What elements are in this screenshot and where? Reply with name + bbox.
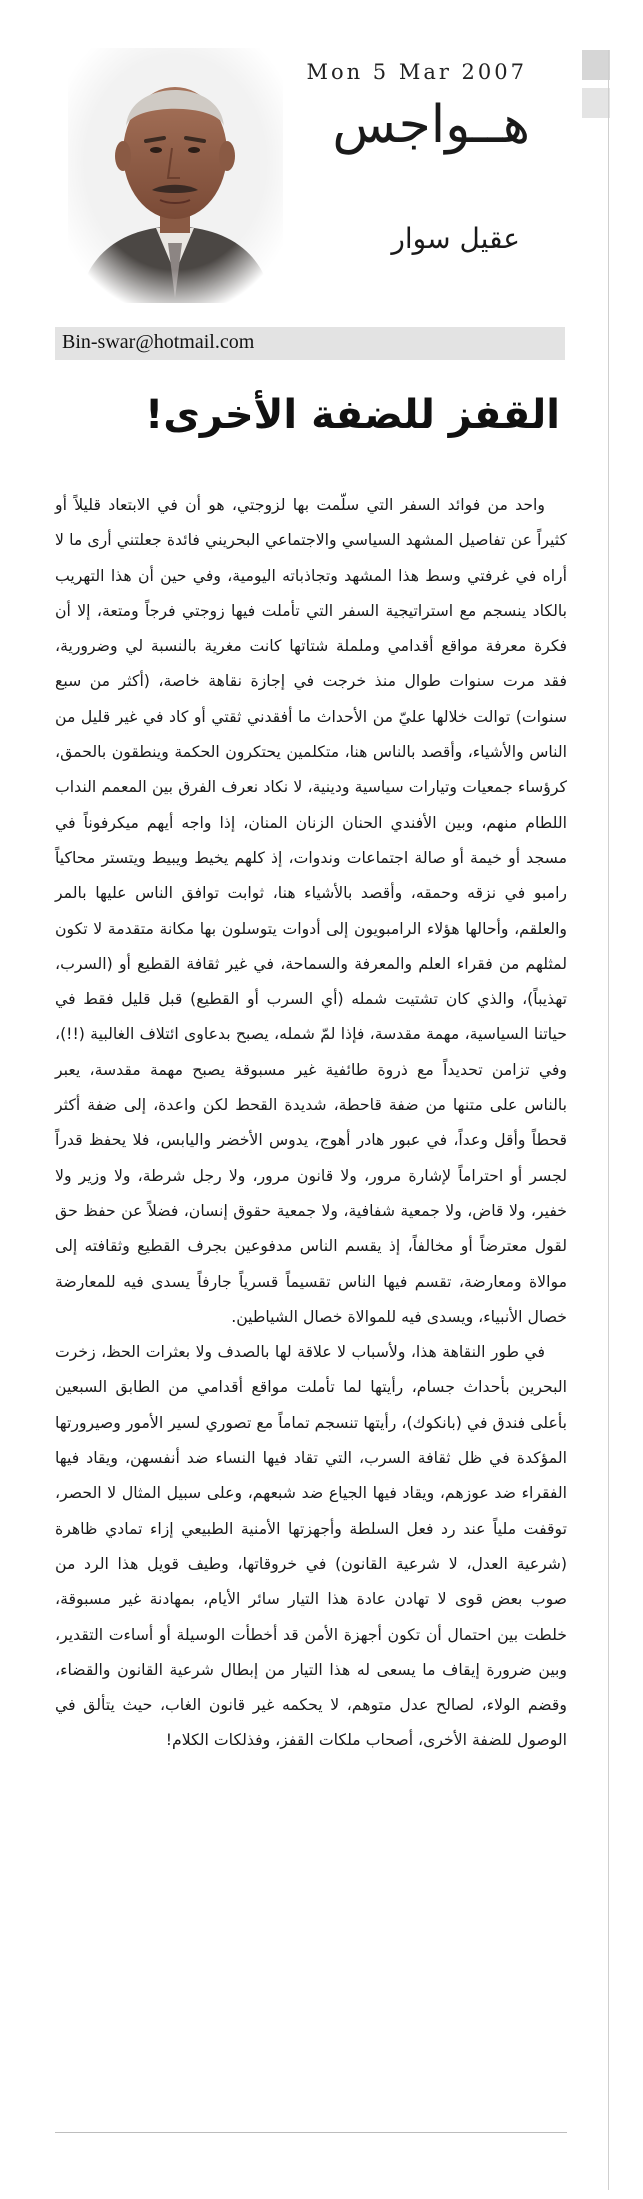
article-body: [55, 487, 567, 1758]
bottom-divider: [55, 2132, 567, 2133]
article-headline: القفز للضفة الأخرى!: [145, 392, 560, 438]
margin-rule: [608, 50, 609, 2190]
publication-date: Mon 5 Mar 2007: [306, 60, 527, 84]
margin-block-top: [582, 50, 610, 80]
author-name: عقيل سوار: [391, 222, 520, 255]
column-title: هــواجس: [332, 95, 530, 155]
margin-block-second: [582, 88, 610, 118]
author-email[interactable]: Bin-swar@hotmail.com: [62, 331, 255, 353]
article-paragraph-2: في طور النقاهة هذا، ولأسباب لا علاقة لها بالصدف ولا بعثرات الحظ، زخرت البحرين بأحداث جسام، رأيتها لما تأملت مواقع أقدامي من الطابق السبعين بأعلى فندق في (بانكوك)، رأيتها تنسجم تماماً مع تصوري لسير الأمور وصيرورتها المؤكدة في ظل ثقافة السرب، التي تقاد فيها النساء ضد أنفسهن، ويقاد فيها الفقراء ضد عوزهم، ويقاد فيها الجياع ضد شبعهم، وعلى سبيل المثال لا الحصر، توقفت ملياً عند رد فعل السلطة وأجهزتها الأمنية الطبيعي إزاء تمادي ظاهرة (شرعية العدل، لا شرعية القانون) في خروقاتها، وطيف قويل هذا الرد من صوب بعض قوى لا تهادن عادة هذا التيار سائر الأيام، بمهادنة غير مسبوقة، خلطت بين احتمال أن تكون أجهزة الأمن قد أخطأت الوسيلة أو أساءت التقدير، وبين ضرورة إيقاف ما يسعى له هذا التيار من إبطال شرعية القانون والقضاء، وقضم الولاء، لصالح عدل متوهم، لا يحكمه غير قانون الغاب، حيث يتألق في الوصول للضفة الأخرى، أصحاب ملكات القفز، وفذلكات الكلام!: [55, 1342, 567, 1750]
right-margin-bar: [582, 50, 610, 2190]
article-paragraph-1: واحد من فوائد السفر التي سلّمت بها لزوجتي، هو أن في الابتعاد قليلاً أو كثيراً عن تفاصيل المشهد السياسي والاجتماعي البحريني فائدة جعلتني أرى ما لا أراه في غرفتي وسط هذا المشهد وتجاذباته اليومية، وفي حين أن هذا التهريب بالكاد ينسجم مع استراتيجية السفر التي تأملت فيها زوجتي فرجاً ومتعة، إلا أن فكرة معرفة مواقع أقدامي وململة شتاتها كانت مغرية بالنسبة لي وضرورية، فقد مرت سنوات طوال منذ خرجت في إجازة نقاهة خاصة، (أكثر من سبع سنوات) توالت خلالها عليّ من الأحداث ما أفقدني ثقتي أو كاد في غير قليل من الناس والأشياء، وأقصد بالناس هنا، متكلمين يحتكرون الحكمة وينطقون بالحمق، كرؤساء جمعيات وتيارات سياسية ودينية، لا نكاد نعرف الفرق بين المعمم النداب اللطام منهم، وبين الأفندي الحنان الزنان المنان، إذا واجه أيهم ميكرفوناً في مسجد أو خيمة أو صالة اجتماعات وندوات، إذ كلهم يخيط ويبيط ويتستر محاكياً رامبو في نزقه وحمقه، وأقصد بالأشياء هنا، ثوابت توافق الناس عليها بالمر والعلقم، وأحالها هؤلاء الرامبويون إلى أدوات يتوسلون بها مكانة متقدمة لا تكون لمثلهم من فقراء العلم والمعرفة والسماحة، في غير ثقافة القطيع أو (السرب، تهذيباً)، والذي كان تشتيت شمله (أي السرب أو القطيع) قبل قليل فقط في حياتنا السياسية، مهمة مقدسة، فإذا لمّ شمله، يصبح بدعاوى ائتلاف الغالبية (!!)، وفي تزامن تحديداً مع ذروة طائفية غير مسبوقة يصبح مهمة مقدسة، يعبر بالناس على متنها من ضفة قاحطة، شديدة القحط لكن واعدة، إلى ضفة أكثر قحطاً وأقل وعداً، في عبور هادر أهوج، يدوس الأخضر واليابس، فلا يحفظ قدراً لجسر أو احتراماً لإشارة مرور، ولا قانون مرور، ولا رجل شرطة، ولا وزير ولا خفير، ولا قاض، ولا جمعية شفافية، ولا جمعية حقوق إنسان، فضلاً عن حفظ حق لقول معترضاً أو مخالفاً، إذ يقسم الناس مدفوعين بجرف القطيع وثقافته إلى موالاة ومعارضة، تقسم فيها الناس تقسيماً قسرياً جارفاً يسدى فيه للمعارضة خصال الأنبياء، ويسدى فيه للموالاة خصال الشياطين.: [55, 495, 567, 1326]
author-portrait: [68, 48, 283, 303]
